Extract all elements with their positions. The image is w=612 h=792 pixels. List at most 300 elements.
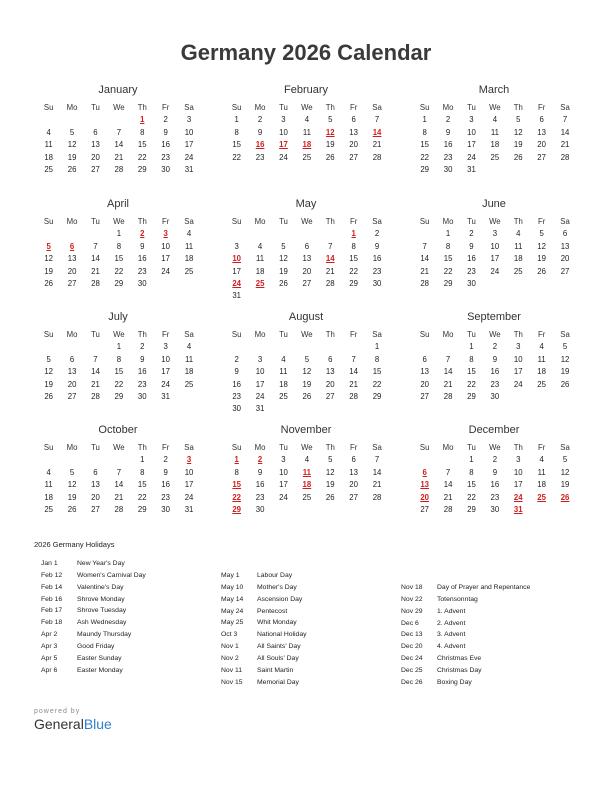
day-cell: 21 (114, 492, 124, 502)
weekday-header: We (113, 103, 125, 112)
holiday-day: 15 (232, 480, 242, 490)
holiday-entry (41, 629, 221, 641)
month-october (37, 423, 199, 516)
weekday-header: Th (137, 443, 147, 452)
weekday-header: Tu (279, 330, 288, 339)
day-cell: 1 (140, 455, 145, 465)
day-cell: 31 (161, 391, 170, 401)
day-cell: 7 (374, 455, 380, 465)
weekday-header: Th (137, 217, 147, 226)
day-cell: 24 (161, 379, 170, 389)
weekday-header: Su (43, 217, 54, 226)
day-cell: 16 (137, 367, 147, 377)
day-cell: 16 (372, 254, 382, 264)
day-cell: 24 (467, 152, 476, 162)
day-cell: 26 (279, 278, 288, 288)
day-cell: 13 (560, 241, 570, 251)
day-cell: 30 (137, 278, 147, 288)
day-cell: 19 (67, 152, 77, 162)
day-cell: 8 (116, 354, 122, 364)
day-cell: 30 (372, 278, 382, 288)
holiday-day: 17 (279, 140, 288, 150)
month-days-grid (37, 216, 199, 290)
holiday-date: Jan 1 (41, 560, 58, 567)
day-cell: 20 (537, 140, 546, 150)
holiday-entry (221, 665, 401, 677)
holiday-name: Mother's Day (257, 583, 297, 591)
day-cell: 28 (372, 152, 382, 162)
day-cell: 25 (184, 379, 194, 389)
day-cell: 11 (256, 254, 265, 264)
holiday-date: Feb 17 (41, 607, 63, 615)
holiday-day: 29 (232, 504, 242, 514)
month-days-grid (225, 442, 387, 516)
holiday-day: 2 (140, 229, 145, 239)
month-september (413, 310, 575, 403)
day-cell: 16 (255, 480, 265, 490)
weekday-header: Tu (279, 217, 288, 226)
day-cell: 24 (255, 391, 265, 401)
month-days-grid (413, 216, 575, 290)
holiday-entry (221, 677, 401, 689)
weekday-header: Sa (372, 217, 382, 226)
day-cell: 25 (184, 266, 194, 276)
holiday-date: Nov 15 (221, 678, 243, 686)
day-cell: 20 (349, 480, 358, 490)
day-cell: 2 (374, 229, 380, 239)
day-cell: 24 (161, 266, 170, 276)
holiday-date: Feb 14 (41, 583, 63, 591)
day-cell: 21 (114, 152, 124, 162)
day-cell: 3 (163, 342, 168, 352)
empty-day (248, 341, 271, 353)
weekday-header: Sa (184, 443, 194, 452)
weekday-header: Sa (372, 443, 382, 452)
day-cell: 29 (443, 278, 453, 288)
day-cell: 14 (420, 254, 430, 264)
weekday-header: Tu (467, 217, 476, 226)
day-cell: 25 (279, 391, 288, 401)
day-cell: 16 (490, 480, 500, 490)
weekday-header: Fr (537, 103, 546, 112)
day-cell: 21 (372, 480, 382, 490)
holiday-date: Apr 6 (41, 666, 58, 674)
day-cell: 28 (325, 278, 335, 288)
day-cell: 15 (467, 480, 476, 490)
day-cell: 30 (467, 278, 476, 288)
holiday-date: Apr 5 (41, 654, 58, 662)
day-cell: 26 (44, 391, 54, 401)
day-cell: 10 (255, 367, 265, 377)
weekday-header: Th (513, 443, 523, 452)
weekday-header: Sa (560, 103, 570, 112)
holiday-day: 1 (351, 229, 356, 239)
holiday-date: May 14 (221, 595, 244, 603)
day-cell: 15 (420, 140, 430, 150)
day-cell: 12 (560, 354, 570, 364)
empty-day (413, 454, 436, 466)
weekday-header: Sa (184, 103, 194, 112)
weekday-header: Su (419, 330, 430, 339)
holiday-entry (401, 665, 581, 677)
day-cell: 23 (137, 266, 147, 276)
weekday-header: Th (513, 103, 523, 112)
holiday-entry (41, 594, 221, 606)
weekday-header: Mo (442, 217, 454, 226)
day-cell: 5 (539, 229, 544, 239)
day-cell: 16 (467, 254, 476, 264)
day-cell: 31 (184, 504, 194, 514)
holiday-date: Dec 20 (401, 643, 423, 651)
empty-day (413, 341, 436, 353)
day-cell: 9 (492, 354, 498, 364)
day-cell: 20 (302, 266, 312, 276)
day-cell: 22 (137, 152, 147, 162)
day-cell: 29 (467, 391, 476, 401)
day-cell: 25 (44, 504, 54, 514)
day-cell: 2 (140, 342, 145, 352)
day-cell: 12 (560, 467, 570, 477)
day-cell: 29 (114, 391, 124, 401)
weekday-header: Fr (161, 443, 170, 452)
holiday-name: 4. Advent (437, 643, 466, 651)
day-cell: 11 (184, 241, 194, 251)
empty-day (225, 228, 248, 240)
day-cell: 21 (443, 379, 453, 389)
holiday-entry (401, 629, 581, 641)
weekday-header: Mo (66, 330, 78, 339)
month-december (413, 423, 575, 516)
weekday-header: Tu (91, 217, 100, 226)
weekday-header: Sa (560, 443, 570, 452)
day-cell: 10 (513, 354, 523, 364)
holiday-name: Labour Day (257, 572, 293, 579)
day-cell: 1 (445, 229, 451, 239)
day-cell: 29 (137, 164, 147, 174)
weekday-header: Su (43, 103, 54, 112)
day-cell: 16 (137, 254, 147, 264)
holiday-day: 1 (140, 115, 145, 125)
day-cell: 23 (232, 391, 242, 401)
day-cell: 20 (91, 492, 100, 502)
holiday-name: Boxing Day (437, 678, 472, 686)
day-cell: 10 (467, 127, 476, 137)
day-cell: 23 (137, 379, 147, 389)
month-days-grid (37, 102, 199, 176)
month-name: February (283, 84, 329, 96)
day-cell: 4 (539, 342, 544, 352)
weekday-header: Fr (537, 443, 546, 452)
holiday-name: Women's Carnival Day (77, 571, 146, 579)
day-cell: 6 (93, 127, 98, 137)
day-cell: 3 (281, 455, 286, 465)
holiday-day: 18 (302, 140, 312, 150)
day-cell: 25 (490, 152, 500, 162)
day-cell: 17 (513, 480, 523, 490)
day-cell: 24 (184, 492, 194, 502)
weekday-header: We (301, 443, 313, 452)
holiday-entry (41, 665, 221, 677)
day-cell: 14 (114, 140, 124, 150)
day-cell: 4 (257, 241, 263, 251)
day-cell: 27 (420, 504, 430, 514)
day-cell: 2 (469, 229, 474, 239)
day-cell: 24 (490, 266, 500, 276)
empty-day (295, 341, 318, 353)
day-cell: 10 (490, 241, 500, 251)
day-cell: 5 (69, 127, 75, 137)
day-cell: 18 (537, 367, 546, 377)
holiday-name: Christmas Eve (437, 655, 482, 663)
day-cell: 7 (116, 127, 122, 137)
empty-day (84, 341, 107, 353)
holiday-day: 12 (325, 127, 335, 137)
holiday-name: National Holiday (257, 631, 307, 639)
month-november (225, 423, 387, 516)
day-cell: 31 (467, 164, 476, 174)
day-cell: 22 (467, 379, 476, 389)
weekday-header: Sa (372, 330, 382, 339)
day-cell: 28 (349, 391, 358, 401)
day-cell: 24 (279, 492, 288, 502)
holiday-name: Christmas Day (437, 666, 482, 674)
day-cell: 12 (67, 140, 77, 150)
month-name: September (467, 311, 521, 323)
day-cell: 2 (234, 354, 239, 364)
holiday-name: Good Friday (77, 642, 115, 650)
holiday-name: Day of Prayer and Repentance (437, 584, 531, 591)
weekday-header: Mo (442, 330, 454, 339)
day-cell: 15 (137, 480, 147, 490)
day-cell: 13 (67, 367, 77, 377)
holiday-entry (41, 558, 221, 570)
holidays-title: 2026 Germany Holidays (34, 540, 115, 549)
holiday-entry (221, 582, 401, 594)
holiday-entry (41, 582, 221, 594)
day-cell: 22 (372, 379, 382, 389)
holiday-entry (41, 570, 221, 582)
weekday-header: Sa (184, 217, 194, 226)
day-cell: 6 (539, 115, 544, 125)
day-cell: 18 (537, 480, 546, 490)
day-cell: 24 (184, 152, 194, 162)
day-cell: 14 (91, 367, 100, 377)
holiday-day: 16 (255, 140, 265, 150)
day-cell: 4 (186, 229, 192, 239)
empty-day (413, 228, 436, 240)
day-cell: 27 (420, 391, 430, 401)
weekday-header: Sa (560, 330, 570, 339)
holiday-date: Feb 16 (41, 595, 63, 603)
holiday-day: 18 (302, 480, 312, 490)
day-cell: 25 (537, 379, 546, 389)
holiday-date: Nov 2 (221, 654, 239, 662)
empty-day (84, 454, 107, 466)
weekday-header: Th (137, 330, 147, 339)
month-april (37, 197, 199, 290)
day-cell: 5 (304, 354, 310, 364)
day-cell: 9 (445, 127, 451, 137)
weekday-header: Fr (161, 330, 170, 339)
empty-day (225, 341, 248, 353)
day-cell: 5 (562, 455, 568, 465)
day-cell: 6 (93, 467, 98, 477)
holiday-day: 14 (372, 127, 382, 137)
month-days-grid (37, 329, 199, 403)
day-cell: 11 (302, 127, 311, 137)
holiday-name: Maundy Thursday (77, 631, 132, 639)
weekday-header: Th (137, 103, 147, 112)
day-cell: 23 (443, 152, 453, 162)
holiday-date: May 24 (221, 607, 244, 615)
day-cell: 29 (349, 278, 358, 288)
holiday-name: Pentecost (257, 607, 288, 615)
empty-day (272, 228, 295, 240)
day-cell: 15 (232, 140, 242, 150)
day-cell: 15 (443, 254, 453, 264)
day-cell: 17 (184, 480, 194, 490)
day-cell: 21 (91, 266, 100, 276)
day-cell: 3 (281, 115, 286, 125)
page-title: Germany 2026 Calendar (180, 40, 432, 65)
day-cell: 28 (91, 391, 100, 401)
holiday-day: 3 (163, 229, 168, 239)
day-cell: 8 (422, 127, 427, 137)
day-cell: 17 (161, 254, 170, 264)
weekday-header: Mo (254, 103, 266, 112)
holiday-name: New Year's Day (77, 560, 125, 567)
holiday-name: Saint Martin (257, 666, 294, 674)
weekday-header: Mo (254, 443, 266, 452)
day-cell: 19 (325, 480, 335, 490)
holiday-entry (401, 653, 581, 665)
day-cell: 9 (140, 241, 145, 251)
day-cell: 26 (325, 152, 335, 162)
day-cell: 11 (44, 140, 53, 150)
day-cell: 28 (560, 152, 570, 162)
holiday-entry (41, 653, 221, 665)
day-cell: 19 (44, 379, 54, 389)
day-cell: 8 (445, 241, 451, 251)
day-cell: 6 (422, 354, 427, 364)
day-cell: 17 (513, 367, 523, 377)
holiday-entry (41, 641, 221, 653)
empty-day (248, 228, 271, 240)
day-cell: 14 (372, 467, 382, 477)
holiday-day: 22 (232, 492, 242, 502)
weekday-header: Su (419, 443, 430, 452)
day-cell: 27 (537, 152, 546, 162)
day-cell: 13 (67, 254, 77, 264)
holiday-name: Memorial Day (257, 678, 299, 686)
brand-name (34, 716, 112, 732)
holiday-name: Shrove Tuesday (77, 607, 127, 615)
holiday-entry (221, 653, 401, 665)
holiday-entry (41, 617, 221, 629)
day-cell: 14 (560, 127, 570, 137)
weekday-header: Fr (537, 330, 546, 339)
day-cell: 1 (116, 229, 122, 239)
day-cell: 12 (513, 127, 523, 137)
powered-by-text: powered by (34, 708, 81, 715)
day-cell: 25 (44, 164, 54, 174)
day-cell: 23 (467, 266, 476, 276)
month-name: April (106, 198, 129, 210)
holiday-date: Feb 12 (41, 571, 63, 579)
weekday-header: Su (43, 443, 54, 452)
day-cell: 11 (537, 467, 546, 477)
day-cell: 17 (490, 254, 500, 264)
weekday-header: We (113, 443, 125, 452)
day-cell: 1 (234, 115, 239, 125)
day-cell: 16 (161, 140, 170, 150)
brand-logo[interactable] (34, 708, 112, 732)
empty-day (60, 454, 83, 466)
day-cell: 5 (46, 354, 51, 364)
weekday-header: Mo (254, 217, 266, 226)
holiday-day: 26 (560, 492, 570, 502)
day-cell: 17 (467, 140, 476, 150)
holiday-entry (401, 594, 581, 606)
holiday-day: 3 (186, 455, 192, 465)
weekday-header: Su (231, 217, 242, 226)
day-cell: 13 (302, 254, 312, 264)
weekday-header: Th (513, 330, 523, 339)
holiday-entry (401, 606, 581, 618)
day-cell: 2 (492, 342, 498, 352)
month-august (225, 310, 387, 416)
holiday-date: Nov 22 (401, 595, 423, 603)
day-cell: 6 (351, 455, 356, 465)
day-cell: 26 (44, 278, 54, 288)
day-cell: 26 (325, 492, 335, 502)
day-cell: 23 (161, 152, 170, 162)
day-cell: 10 (279, 127, 288, 137)
day-cell: 29 (467, 504, 476, 514)
weekday-header: Tu (91, 103, 100, 112)
day-cell: 20 (349, 140, 358, 150)
day-cell: 24 (513, 379, 523, 389)
holiday-date: Nov 11 (221, 666, 243, 674)
holiday-entry (41, 605, 221, 617)
day-cell: 2 (163, 455, 168, 465)
day-cell: 15 (114, 367, 124, 377)
holiday-name: 2. Advent (437, 619, 466, 627)
day-cell: 8 (469, 354, 474, 364)
holiday-entry (401, 677, 581, 689)
weekday-header: Mo (66, 217, 78, 226)
day-cell: 31 (232, 291, 242, 301)
holiday-entry (221, 606, 401, 618)
day-cell: 7 (93, 354, 98, 364)
day-cell: 15 (372, 367, 382, 377)
day-cell: 14 (91, 254, 100, 264)
holiday-day: 6 (69, 241, 75, 251)
day-cell: 17 (184, 140, 194, 150)
day-cell: 27 (560, 266, 570, 276)
month-days-grid (225, 329, 387, 416)
day-cell: 1 (116, 342, 122, 352)
day-cell: 18 (279, 379, 288, 389)
day-cell: 16 (232, 379, 242, 389)
day-cell: 21 (420, 266, 430, 276)
day-cell: 13 (325, 367, 335, 377)
day-cell: 9 (257, 127, 263, 137)
day-cell: 3 (234, 241, 239, 251)
day-cell: 3 (492, 229, 498, 239)
day-cell: 9 (469, 241, 474, 251)
day-cell: 30 (232, 404, 242, 414)
